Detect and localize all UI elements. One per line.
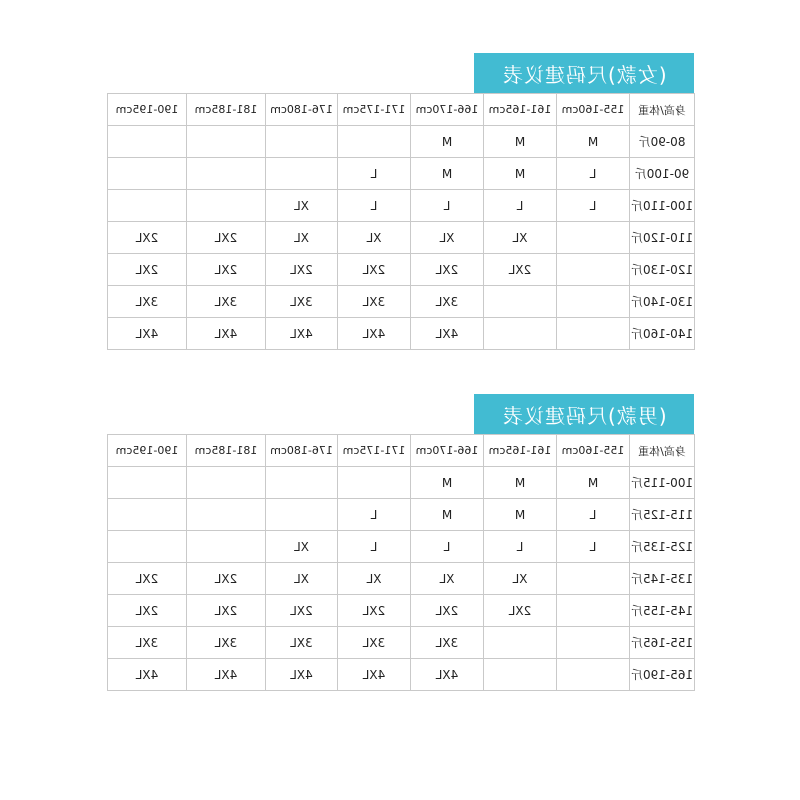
- size-cell: [411, 254, 484, 286]
- size-cell: [338, 158, 411, 190]
- weight-label: 100-110斤: [630, 199, 694, 213]
- men-size-chart: [107, 394, 694, 691]
- size-cell: [557, 190, 630, 222]
- size-label: 2XL: [214, 571, 238, 586]
- header-label: 身高/体重: [638, 103, 686, 117]
- size-label: 2XL: [214, 262, 238, 277]
- size-cell: [484, 158, 557, 190]
- size-cell: [187, 158, 266, 190]
- table-row: [108, 158, 695, 190]
- weight-label: 140-160斤: [630, 327, 694, 341]
- size-label: 2XL: [214, 603, 238, 618]
- table-row: [108, 467, 695, 499]
- size-label: L: [589, 507, 597, 522]
- weight-range-cell: [630, 563, 695, 595]
- size-cell: [557, 563, 630, 595]
- size-label: XL: [366, 230, 382, 245]
- weight-range-cell: [630, 222, 695, 254]
- size-cell: [108, 499, 187, 531]
- size-label: 2XL: [435, 262, 459, 277]
- size-label: M: [441, 134, 453, 149]
- size-cell: [108, 627, 187, 659]
- size-label: 3XL: [290, 294, 313, 309]
- height-column-header: [108, 435, 187, 467]
- table-row: [108, 286, 695, 318]
- height-column-header: [266, 94, 338, 126]
- size-cell: [557, 499, 630, 531]
- weight-range-cell: [630, 190, 695, 222]
- size-cell: [484, 563, 557, 595]
- size-label: L: [516, 198, 524, 213]
- header-label: 190-195cm: [115, 103, 179, 116]
- size-cell: [108, 659, 187, 691]
- size-label: 3XL: [214, 635, 238, 650]
- size-label: 4XL: [135, 667, 159, 682]
- size-cell: [266, 627, 338, 659]
- size-cell: [411, 499, 484, 531]
- size-label: 3XL: [135, 294, 159, 309]
- size-cell: [338, 595, 411, 627]
- size-cell: [411, 563, 484, 595]
- weight-range-cell: [630, 499, 695, 531]
- size-cell: [187, 499, 266, 531]
- height-column-header: [484, 435, 557, 467]
- size-cell: [108, 286, 187, 318]
- height-column-header: [266, 435, 338, 467]
- size-cell: [484, 467, 557, 499]
- size-label: M: [441, 475, 453, 490]
- size-label: L: [516, 539, 524, 554]
- size-label: XL: [366, 571, 382, 586]
- men-size-table: [107, 434, 695, 691]
- size-cell: [484, 595, 557, 627]
- weight-label: 165-190斤: [630, 668, 694, 682]
- table-row: [108, 126, 695, 158]
- height-column-header: [187, 94, 266, 126]
- weight-range-cell: [630, 627, 695, 659]
- size-label: 3XL: [435, 635, 459, 650]
- size-cell: [557, 126, 630, 158]
- women-size-chart: [107, 53, 694, 350]
- size-cell: [338, 467, 411, 499]
- table-row: [108, 254, 695, 286]
- size-label: L: [443, 539, 451, 554]
- size-label: M: [441, 166, 453, 181]
- header-label: 181-185cm: [194, 103, 258, 116]
- header-label: 171-175cm: [342, 444, 406, 457]
- size-cell: [266, 531, 338, 563]
- header-label: 176-180cm: [270, 444, 333, 457]
- size-cell: [266, 595, 338, 627]
- size-label: 2XL: [290, 603, 313, 618]
- size-cell: [266, 467, 338, 499]
- size-cell: [108, 467, 187, 499]
- size-cell: [266, 222, 338, 254]
- size-label: 4XL: [214, 326, 238, 341]
- size-label: 4XL: [290, 667, 313, 682]
- size-label: L: [370, 507, 378, 522]
- size-cell: [187, 318, 266, 350]
- size-label: L: [370, 539, 378, 554]
- table-row: [108, 190, 695, 222]
- weight-label: 155-165斤: [630, 636, 694, 650]
- size-cell: [266, 190, 338, 222]
- size-cell: [266, 158, 338, 190]
- women-title-banner: [474, 53, 694, 93]
- size-cell: [338, 499, 411, 531]
- weight-label: 110-120斤: [630, 231, 694, 245]
- size-label: 4XL: [135, 326, 159, 341]
- size-cell: [484, 659, 557, 691]
- size-cell: [108, 126, 187, 158]
- size-label: M: [441, 507, 453, 522]
- height-weight-header: [630, 94, 695, 126]
- header-label: 190-195cm: [115, 444, 179, 457]
- women-size-table: [107, 93, 695, 350]
- table-row: [108, 563, 695, 595]
- size-label: 3XL: [290, 635, 313, 650]
- size-label: 4XL: [435, 667, 459, 682]
- size-cell: [338, 318, 411, 350]
- size-cell: [484, 190, 557, 222]
- size-label: XL: [512, 571, 528, 586]
- size-cell: [484, 531, 557, 563]
- size-label: 4XL: [214, 667, 238, 682]
- size-cell: [108, 222, 187, 254]
- size-cell: [557, 222, 630, 254]
- size-label: M: [587, 134, 599, 149]
- table-row: [108, 659, 695, 691]
- size-cell: [108, 254, 187, 286]
- table-row: [108, 318, 695, 350]
- men-title-banner: [474, 394, 694, 434]
- size-cell: [266, 286, 338, 318]
- size-cell: [187, 254, 266, 286]
- height-column-header: [411, 435, 484, 467]
- women-title: (女款)尺码建议表: [501, 62, 667, 87]
- size-cell: [411, 158, 484, 190]
- table-row: [108, 531, 695, 563]
- header-label: 176-180cm: [270, 103, 333, 116]
- size-label: L: [589, 198, 597, 213]
- size-label: XL: [439, 230, 455, 245]
- weight-label: 145-155斤: [630, 604, 694, 618]
- size-cell: [411, 659, 484, 691]
- size-label: M: [514, 475, 526, 490]
- size-label: L: [370, 198, 378, 213]
- height-column-header: [484, 94, 557, 126]
- size-cell: [411, 531, 484, 563]
- table-row: [108, 222, 695, 254]
- size-label: M: [514, 166, 526, 181]
- size-label: 2XL: [508, 262, 532, 277]
- size-label: 2XL: [362, 262, 386, 277]
- size-cell: [557, 254, 630, 286]
- size-cell: [108, 190, 187, 222]
- size-cell: [484, 254, 557, 286]
- size-cell: [338, 627, 411, 659]
- height-column-header: [338, 435, 411, 467]
- size-cell: [557, 318, 630, 350]
- size-label: 4XL: [290, 326, 313, 341]
- size-label: 2XL: [135, 571, 159, 586]
- header-label: 161-165cm: [488, 444, 552, 457]
- size-cell: [411, 126, 484, 158]
- table-row: [108, 595, 695, 627]
- size-label: 2XL: [290, 262, 313, 277]
- size-label: 3XL: [362, 635, 386, 650]
- weight-range-cell: [630, 467, 695, 499]
- size-cell: [266, 126, 338, 158]
- header-label: 166-170cm: [415, 103, 479, 116]
- size-label: M: [514, 507, 526, 522]
- size-cell: [266, 499, 338, 531]
- size-cell: [187, 286, 266, 318]
- weight-label: 100-115斤: [630, 476, 694, 490]
- size-cell: [484, 222, 557, 254]
- size-cell: [338, 531, 411, 563]
- size-cell: [338, 126, 411, 158]
- weight-range-cell: [630, 254, 695, 286]
- size-cell: [187, 595, 266, 627]
- women-header-row: [108, 94, 695, 126]
- header-label: 171-175cm: [342, 103, 406, 116]
- size-cell: [484, 286, 557, 318]
- size-cell: [338, 222, 411, 254]
- header-label: 161-165cm: [488, 103, 552, 116]
- weight-label: 80-90斤: [638, 135, 686, 149]
- height-column-header: [338, 94, 411, 126]
- size-label: M: [514, 134, 526, 149]
- height-column-header: [108, 94, 187, 126]
- size-label: L: [443, 198, 451, 213]
- weight-label: 120-130斤: [630, 263, 694, 277]
- weight-label: 90-100斤: [634, 167, 690, 181]
- size-label: XL: [512, 230, 528, 245]
- size-label: 3XL: [435, 294, 459, 309]
- men-title: (男款)尺码建议表: [501, 403, 667, 428]
- weight-label: 130-140斤: [630, 295, 694, 309]
- size-label: 2XL: [214, 230, 238, 245]
- size-cell: [108, 158, 187, 190]
- size-cell: [484, 318, 557, 350]
- header-label: 155-160cm: [561, 444, 625, 457]
- height-column-header: [411, 94, 484, 126]
- size-label: 3XL: [135, 635, 159, 650]
- size-cell: [557, 531, 630, 563]
- women-title-row: [107, 53, 694, 93]
- size-cell: [411, 318, 484, 350]
- weight-range-cell: [630, 531, 695, 563]
- men-title-row: [107, 394, 694, 434]
- table-row: [108, 499, 695, 531]
- weight-range-cell: [630, 126, 695, 158]
- size-cell: [484, 499, 557, 531]
- size-label: 2XL: [135, 603, 159, 618]
- weight-range-cell: [630, 158, 695, 190]
- size-cell: [187, 126, 266, 158]
- table-row: [108, 627, 695, 659]
- header-label: 身高/体重: [638, 444, 686, 458]
- size-cell: [411, 286, 484, 318]
- size-cell: [338, 659, 411, 691]
- header-label: 181-185cm: [194, 444, 258, 457]
- weight-label: 125-135斤: [630, 540, 694, 554]
- weight-range-cell: [630, 595, 695, 627]
- size-cell: [187, 627, 266, 659]
- size-cell: [266, 659, 338, 691]
- size-cell: [108, 531, 187, 563]
- height-column-header: [557, 435, 630, 467]
- weight-range-cell: [630, 318, 695, 350]
- size-cell: [187, 563, 266, 595]
- size-label: XL: [294, 198, 309, 213]
- size-label: L: [589, 539, 597, 554]
- men-header-row: [108, 435, 695, 467]
- size-label: 2XL: [135, 262, 159, 277]
- size-cell: [108, 318, 187, 350]
- size-cell: [557, 627, 630, 659]
- header-label: 155-160cm: [561, 103, 625, 116]
- size-cell: [557, 467, 630, 499]
- size-cell: [411, 627, 484, 659]
- height-column-header: [187, 435, 266, 467]
- size-cell: [557, 286, 630, 318]
- size-cell: [557, 659, 630, 691]
- size-cell: [484, 126, 557, 158]
- size-cell: [338, 190, 411, 222]
- size-label: 2XL: [508, 603, 532, 618]
- weight-range-cell: [630, 659, 695, 691]
- size-cell: [108, 595, 187, 627]
- size-cell: [338, 563, 411, 595]
- size-label: XL: [294, 539, 309, 554]
- size-label: 2XL: [362, 603, 386, 618]
- size-cell: [411, 467, 484, 499]
- size-cell: [187, 222, 266, 254]
- size-cell: [266, 318, 338, 350]
- weight-label: 115-125斤: [630, 508, 694, 522]
- size-label: 2XL: [135, 230, 159, 245]
- size-cell: [187, 531, 266, 563]
- size-label: 4XL: [362, 326, 386, 341]
- size-label: L: [370, 166, 378, 181]
- size-cell: [187, 659, 266, 691]
- size-cell: [338, 286, 411, 318]
- height-weight-header: [630, 435, 695, 467]
- size-cell: [411, 222, 484, 254]
- size-cell: [266, 254, 338, 286]
- size-cell: [411, 190, 484, 222]
- size-label: XL: [439, 571, 455, 586]
- size-label: 4XL: [435, 326, 459, 341]
- size-label: M: [587, 475, 599, 490]
- size-cell: [338, 254, 411, 286]
- weight-label: 135-145斤: [630, 572, 694, 586]
- size-cell: [187, 467, 266, 499]
- size-label: 3XL: [362, 294, 386, 309]
- size-cell: [266, 563, 338, 595]
- size-label: 2XL: [435, 603, 459, 618]
- size-label: 3XL: [214, 294, 238, 309]
- height-column-header: [557, 94, 630, 126]
- size-cell: [411, 595, 484, 627]
- size-cell: [187, 190, 266, 222]
- size-label: L: [589, 166, 597, 181]
- size-label: XL: [294, 230, 309, 245]
- size-cell: [557, 595, 630, 627]
- size-label: XL: [294, 571, 309, 586]
- weight-range-cell: [630, 286, 695, 318]
- size-cell: [484, 627, 557, 659]
- size-cell: [557, 158, 630, 190]
- size-cell: [108, 563, 187, 595]
- size-label: 4XL: [362, 667, 386, 682]
- header-label: 166-170cm: [415, 444, 479, 457]
